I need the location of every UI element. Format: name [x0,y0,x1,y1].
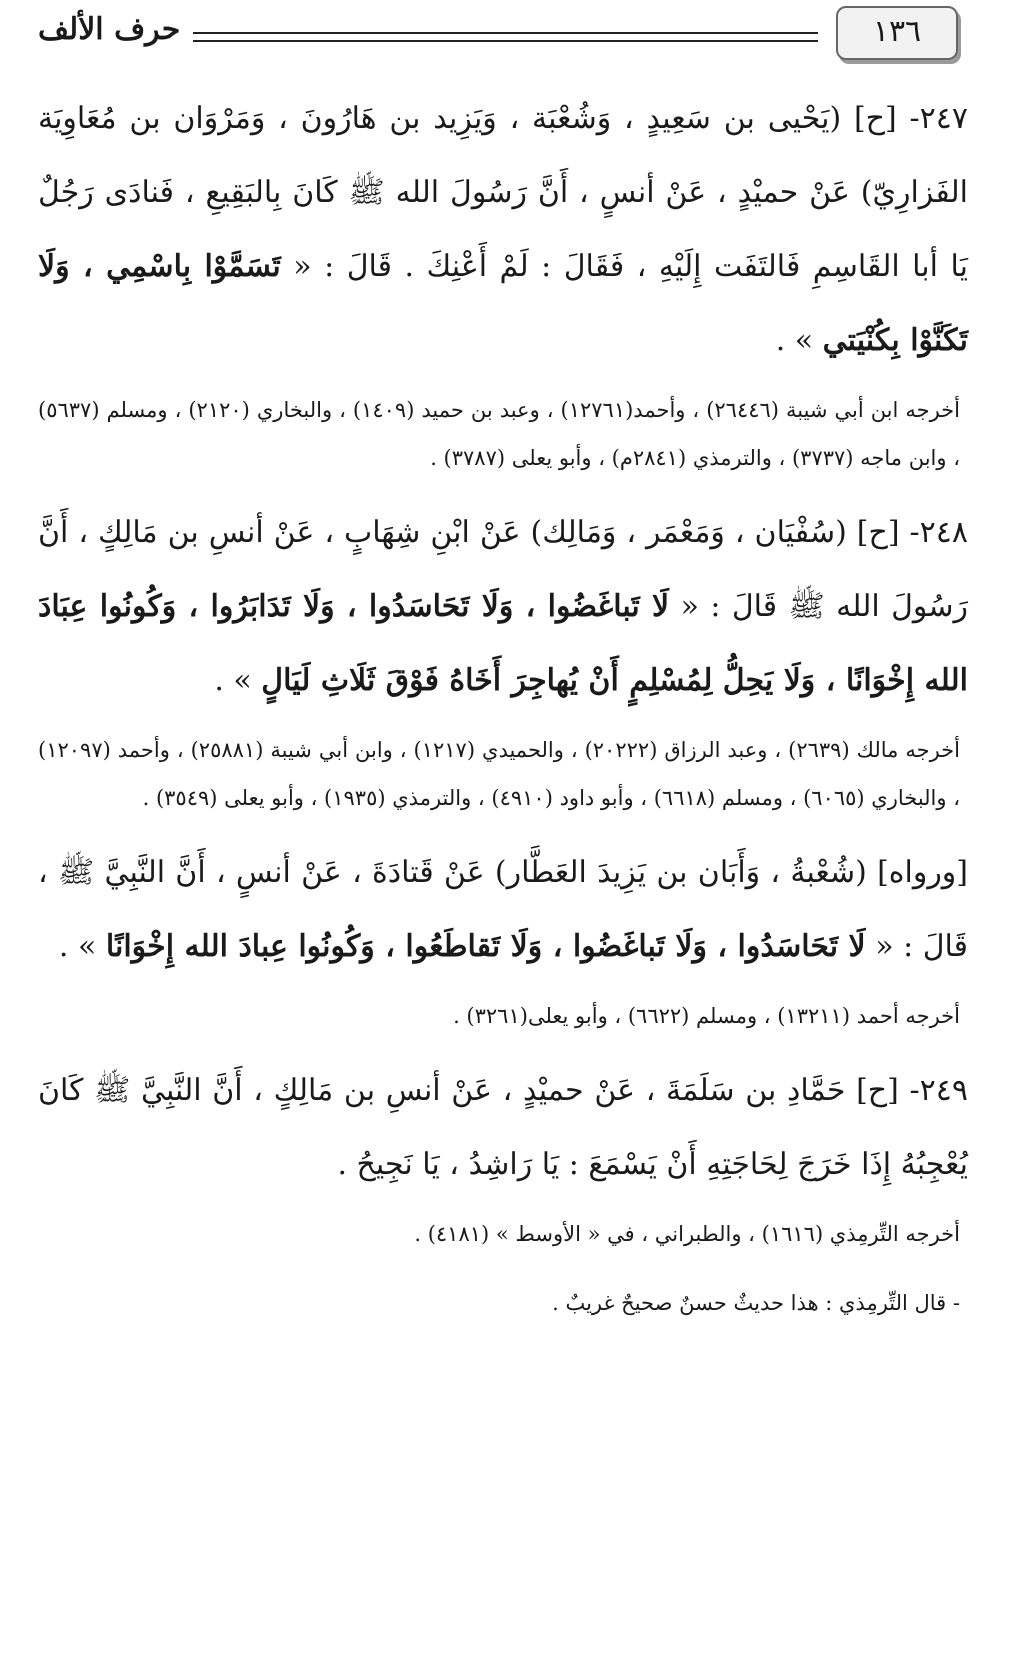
hadith-close: » . [775,323,814,358]
page-content [38,82,968,1348]
takhrij-note: أخرجه مالك (٢٦٣٩) ، وعبد الرزاق (٢٠٢٢٢) ، والحميدي (١٢١٧) ، وابن أبي شيبة (٢٥٨٨١) ، وأحمد (١٢٠٩٧) ، والبخاري (٦٠٦٥) ، ومسلم (٦٦١٨) ، وأبو داود (٤٩١٠) ، والترمذي (١٩٣٥) ، وأبو يعلى (٣٥٤٩) . [38,738,960,810]
hadith-matn: لَا تَباغَضُوا ، وَلَا تَحَاسَدُوا ، وَلَا تَدَابَرُوا ، وَكُونُوا عِبَادَ الله إِخْوَانًا ، وَلَا يَحِلُّ لِمُسْلِمٍ أَنْ يُهاجِرَ أَخَاهُ فَوْقَ ثَلَاثِ لَيَالٍ [38,589,968,698]
hadith-text [38,836,968,984]
hadith-isnad: [ورواه] (شُعْبةُ ، وَأَبَان بن يَزِيدَ العَطَّار) عَنْ قَتادَةَ ، عَنْ أنسٍ ، أَنَّ النَّبِيَّ ﷺ ، قَالَ : « [38,855,968,964]
hadith-matn: لَا تَحَاسَدُوا ، وَلَا تَباغَضُوا ، وَلَا تَقاطَعُوا ، وَكُونُوا عِبادَ الله إِخْوَانًا [105,929,866,964]
takhrij-note: أخرجه أحمد (١٣٢١١) ، ومسلم (٦٦٢٢) ، وأبو يعلى(٣٢٦١) . [453,1004,960,1028]
page-header [38,6,968,64]
hadith-matn: تَسَمَّوْا بِاسْمِي ، وَلَا تَكَنَّوْا بِكُنْيَتي [38,249,968,358]
hadith-text [38,496,968,718]
hadith-isnad: ٢٤٧- [ح] (يَحْيى بن سَعِيدٍ ، وَشُعْبَة ، وَيَزِيد بن هَارُونَ ، وَمَرْوَان بن مُعَاوِيَة الفَزارِيّ) عَنْ حميْدٍ ، عَنْ أنسٍ ، أَنَّ رَسُولَ الله ﷺ كَانَ بِالبَقِيعِ ، فَنادَى رَجُلٌ يَا أبا القَاسِمِ فَالتَفَت إِلَيْهِ ، فَقَالَ : لَمْ أَعْنِكَ . قَالَ : « [38,101,968,284]
hadith-249 [38,1054,968,1327]
tirmidhi-comment: - قال التِّرمِذي : هذا حديثٌ حسنٌ صحيحٌ غريبٌ . [552,1291,960,1315]
chapter-title: حرف الألف [38,12,181,47]
hadith-text [38,82,968,378]
hadith-text: ٢٤٩- [ح] حَمَّادِ بن سَلَمَةَ ، عَنْ حميْدٍ ، عَنْ أنسِ بن مَالِكٍ ، أَنَّ النَّبِيَّ ﷺ كَانَ يُعْجِبُهُ إِذَا خَرَجَ لِحَاجَتِهِ أَنْ يَسْمَعَ : يَا رَاشِدُ ، يَا نَجِيحُ . [38,1073,968,1182]
rawahu-block [38,836,968,1040]
takhrij-note: أخرجه ابن أبي شيبة (٢٦٤٤٦) ، وأحمد(١٢٧٦١) ، وعبد بن حميد (١٤٠٩) ، والبخاري (٢١٢٠) ، ومسلم (٥٦٣٧) ، وابن ماجه (٣٧٣٧) ، والترمذي (٢٨٤١م) ، وأبو يعلى (٣٧٨٧) . [38,398,960,470]
hadith-close: » . [58,929,97,964]
header-rule [193,32,818,42]
page-number: ١٣٦ [836,6,958,60]
hadith-248 [38,496,968,822]
hadith-isnad: ٢٤٨- [ح] (سُفْيَان ، وَمَعْمَر ، وَمَالِك) عَنْ ابْنِ شِهَابٍ ، عَنْ أنسِ بن مَالِكٍ ، أَنَّ رَسُولَ الله ﷺ قَالَ : « [38,515,968,624]
hadith-247 [38,82,968,482]
takhrij-note: أخرجه التِّرمِذي (١٦١٦) ، والطبراني ، في « الأوسط » (٤١٨١) . [414,1222,960,1246]
hadith-close: » . [214,663,252,698]
